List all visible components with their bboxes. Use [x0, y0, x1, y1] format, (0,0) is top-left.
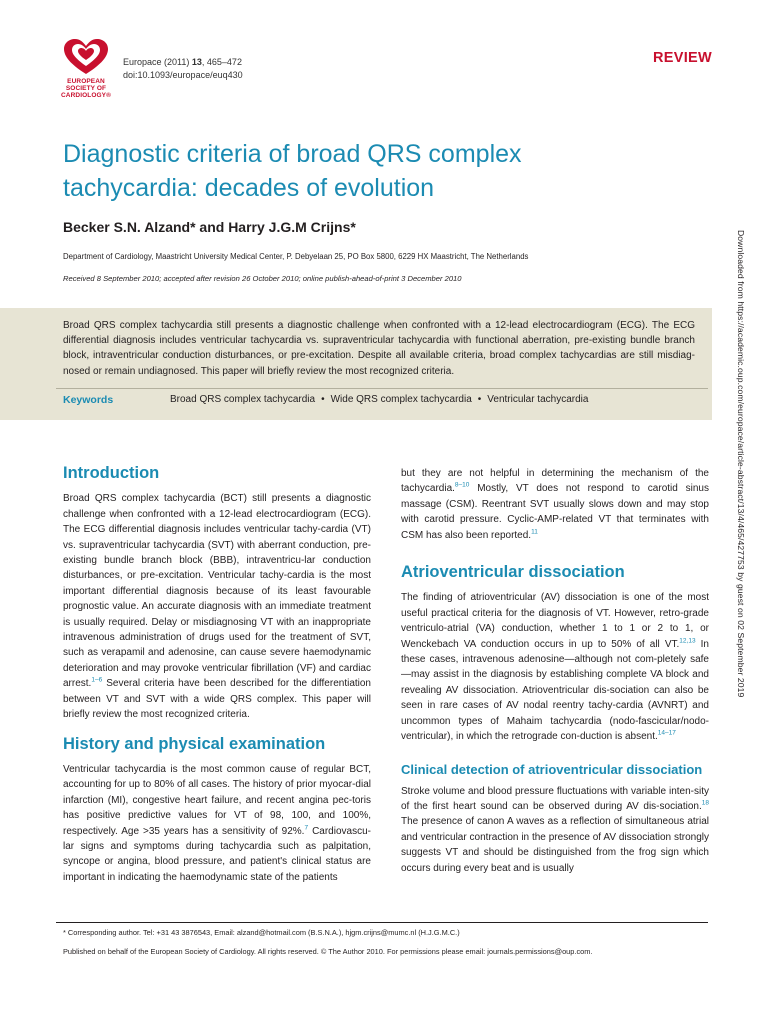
publisher-note: Published on behalf of the European Society of Cardiology. All rights reserved. © The Author 2010. For permissions please email: journals.permissions@oup.com.: [63, 947, 593, 956]
keywords-label: Keywords: [63, 394, 114, 406]
received-dates: Received 8 September 2010; accepted after revision 26 October 2010; online publish-ahead-of-print 3 December 2010: [63, 274, 462, 283]
text-run: Several criteria have been described for the differentiation between VT and SVT with a wide QRS complex. This paper will briefly review the most recognized criteria.: [63, 678, 371, 721]
article-type-label: REVIEW: [653, 50, 712, 66]
text-run: The finding of atrioventricular (AV) dissociation is one of the most useful practical criteria for the diagnosis of VT. However, retro-grade ventriculo-atrial (VA) conduction, whether 1 to 1 or 2 to 1, or Wenckebach VA conduction occurs in up to 50% of all VT.: [401, 592, 709, 650]
journal-name: Europace (2011): [123, 57, 190, 67]
text-run: Ventricular tachycardia is the most common cause of regular BCT, accounting for up to 80% of all cases. The history of prior myocar-dial infarction (MI), congestive heart failure, and recent angina pec-toris has positive predictive values for VT of 98, 100, and 100%, respectively. Age >35 years has a sensitivity of 92%.: [63, 763, 371, 837]
history-paragraph: [63, 762, 371, 885]
text-run: Stroke volume and blood pressure fluctuations with variable inten-sity of the first heart sound can be observed during AV dis-sociation.: [401, 785, 709, 812]
doi-link[interactable]: doi:10.1093/europace/euq430: [123, 70, 243, 80]
left-column: [63, 466, 371, 885]
logo-text: EUROPEAN SOCIETY OF CARDIOLOGY®: [61, 78, 111, 99]
journal-volume: 13: [191, 57, 202, 67]
text-run: In these cases, intravenous adenosine—although not com-pletely safe—may assist in the diagnosis by establishing complete VA block and revealing AV dissociation. Atrioventricular dis-sociation can also be seen in rare cases of AV nodal reentry tachy-cardia (AVNRT) and uncommon types of Mahaim tachycardia (nodo-fascicular/nodo-ventricular), in which the retrograde con-duction is absent.: [401, 638, 709, 743]
section-heading-introduction: Introduction: [63, 464, 160, 482]
esc-logo: [60, 38, 112, 102]
intro-paragraph: [63, 491, 371, 722]
reference-link[interactable]: 14–17: [657, 729, 676, 737]
reference-link[interactable]: 8–10: [454, 482, 470, 490]
download-sidebar: [736, 230, 750, 790]
av-paragraph: [401, 590, 709, 744]
reference-link[interactable]: 12,13: [679, 637, 696, 645]
text-run: Mostly, VT does not respond to carotid sinus massage (CSM). Reentrant SVT usually slows down and may stop with carotid pressure. Cyclic-AMP-related VT that terminates with CSM has also been reported.: [401, 483, 709, 541]
reference-link[interactable]: 18: [701, 799, 709, 807]
reference-link[interactable]: 11: [531, 528, 538, 536]
text-run: but they are not helpful in determining the mechanism of the tachycardia.: [401, 468, 709, 495]
subsection-heading-clinical-detection: Clinical detection of atrioventricular dissociation: [401, 761, 703, 777]
corresponding-author-note: * Corresponding author. Tel: +31 43 3876543, Email: alzand@hotmail.com (B.S.N.A.), hjgm.crijns@mumc.nl (H.J.G.M.C.): [63, 928, 460, 937]
footer-divider: [56, 922, 708, 923]
right-column: [401, 466, 709, 876]
clinical-paragraph: [401, 784, 709, 876]
section-heading-av-dissociation: Atrioventricular dissociation: [401, 563, 625, 582]
text-run: The presence of canon A waves as a reflection of simultaneous atrial and ventricular contraction in the presence of AV dissociation strongly suggests VT and should be distinguished from the frog sign which occurs during every beat and is usually: [401, 816, 709, 874]
continued-paragraph: [401, 466, 709, 543]
authors: Becker S.N. Alzand* and Harry J.G.M Crijns*: [63, 219, 356, 235]
citation: [123, 56, 243, 82]
heart-logo-icon: [60, 38, 112, 78]
text-run: Broad QRS complex tachycardia (BCT) still presents a diagnostic challenge when confronted with a 12-lead electrocardiogram (ECG). The ECG differential diagnosis includes ventricular tachy-cardia (VT) vs. supraventricular tachycardia (SVT) with aberrant conduction, pre-existing bundle branch block (BBB), intraventricu-lar conduction disturbances, or pre-excitation. Ventricular tachy-cardia is the most important differential diagnosis because of its least favourable prognostic value. An accurate diagnosis with an immediate treatment is usually required. Delay or misdiagnosing VT with an inappropriate intravenous administration of drugs used for the treatment of SVT, such as verapamil and adenosine, can cause severe haemodynamic deterioration and may provoke ventricular fibrillation (VF) and cardiac arrest.: [63, 493, 371, 690]
keyword: Ventricular tachycardia: [487, 394, 589, 405]
keyword: Broad QRS complex tachycardia: [170, 394, 316, 405]
reference-link[interactable]: 7: [304, 824, 309, 832]
article-title: [63, 137, 683, 205]
title-line-1: Diagnostic criteria of broad QRS complex: [63, 140, 522, 168]
keywords-divider: [56, 388, 708, 389]
reference-link[interactable]: 1–6: [91, 676, 103, 684]
bullet-icon: •: [321, 394, 325, 405]
keywords-list: [170, 394, 588, 405]
bullet-icon: •: [477, 394, 482, 405]
text-run: Cardiovascu-lar signs and symptoms during tachycardia such as palpitation, syncope or angina, blood pressure, and patient's clinical status are important in indicating the haemodynamic state of the patients: [63, 825, 371, 883]
keyword: Wide QRS complex tachycardia: [330, 394, 472, 405]
title-line-2: tachycardia: decades of evolution: [63, 174, 435, 202]
abstract-text: Broad QRS complex tachycardia still presents a diagnostic challenge when confronted with a 12-lead electrocardiogram (ECG). The ECG differential diagnosis includes ventricular tachycardia vs. supraventricular tachycardia with functional aberration, pre-existing bundle branch block, intraventricular conduction disturbances, or pre-excitation. Despite all available criteria, broad complex tachycardias are still misdiag-nosed or remain undiagnosed. This paper will briefly review the most recognized criteria.: [63, 320, 695, 377]
journal-pages: , 465–472: [201, 57, 242, 67]
download-notice[interactable]: Downloaded from https://academic.oup.com/europace/article-abstract/13/4/465/427753 by guest on 02 September 2019: [736, 230, 746, 698]
section-heading-history: History and physical examination: [63, 734, 326, 753]
affiliation: Department of Cardiology, Maastricht University Medical Center, P. Debyelaan 25, PO Box 5800, 6229 HX Maastricht, The Netherlands: [63, 252, 529, 261]
